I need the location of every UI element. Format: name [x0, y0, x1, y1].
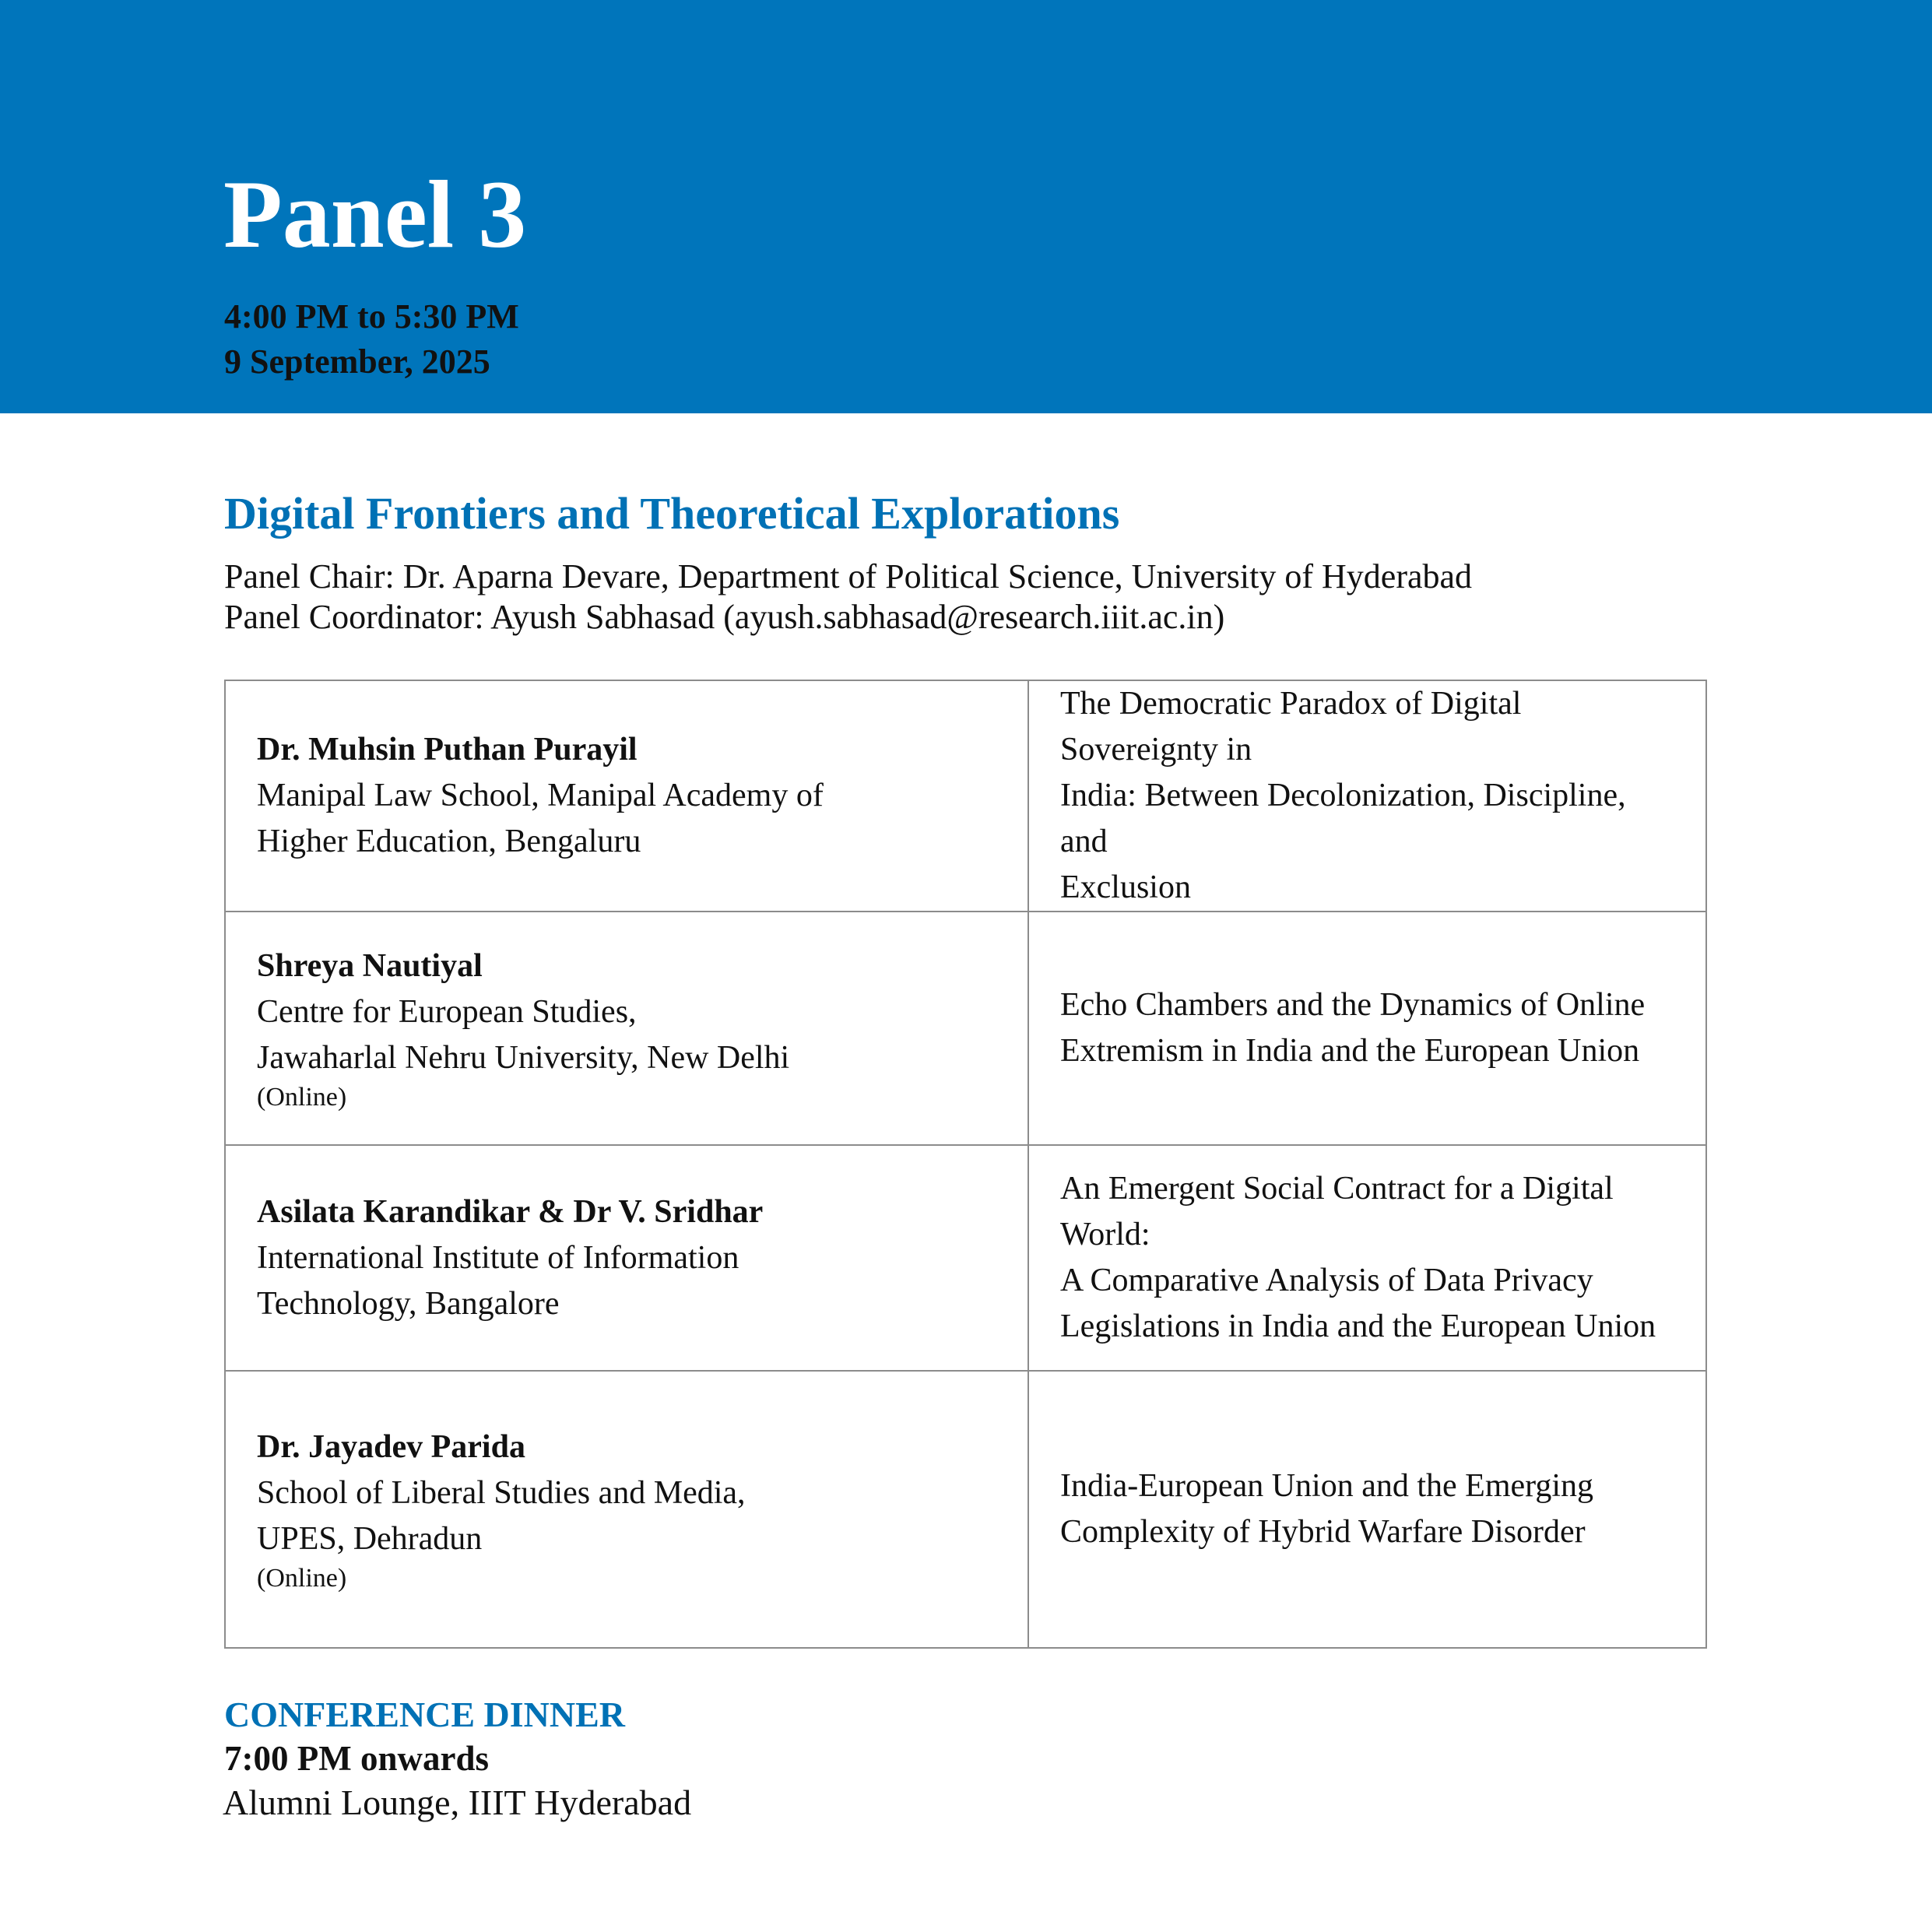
header-band [0, 0, 1932, 413]
paper-title-line: Echo Chambers and the Dynamics of Online [1060, 987, 1646, 1023]
online-note: (Online) [257, 1082, 347, 1112]
author-name: Asilata Karandikar & Dr V. Sridhar [257, 1193, 764, 1230]
dinner-heading: CONFERENCE DINNER [224, 1695, 625, 1734]
author-cell [225, 680, 1028, 912]
panel-title: Panel 3 [223, 161, 527, 268]
author-name: Shreya Nautiyal [257, 947, 483, 984]
panel-chair: Panel Chair: Dr. Aparna Devare, Department of Political Science, University of Hyderabad [224, 557, 1473, 595]
papers-table [224, 680, 1707, 1649]
affiliation-line: School of Liberal Studies and Media, [257, 1474, 746, 1511]
paper-title-line: Legislations in India and the European Union [1060, 1308, 1656, 1344]
paper-title-line: India: Between Decolonization, Discipline, and [1060, 778, 1626, 859]
affiliation-line: International Institute of Information [257, 1239, 739, 1276]
affiliation-line: Manipal Law School, Manipal Academy of [257, 778, 824, 813]
author-cell [225, 912, 1028, 1145]
panel-coordinator: Panel Coordinator: Ayush Sabhasad (ayush.sabhasad@research.iiit.ac.in) [224, 598, 1225, 636]
paper-title-line: India-European Union and the Emerging [1060, 1468, 1594, 1504]
affiliation-line: UPES, Dehradun [257, 1520, 483, 1557]
table-row [225, 1371, 1706, 1648]
paper-title-cell [1028, 1145, 1706, 1371]
table-row [225, 912, 1706, 1145]
panel-time: 4:00 PM to 5:30 PM [224, 297, 519, 335]
author-name: Dr. Muhsin Puthan Purayil [257, 732, 638, 768]
paper-title-cell [1028, 912, 1706, 1145]
paper-title-cell [1028, 1371, 1706, 1648]
table-row [225, 1145, 1706, 1371]
paper-title-line: Exclusion [1060, 869, 1191, 905]
author-name: Dr. Jayadev Parida [257, 1428, 525, 1465]
paper-title-line: An Emergent Social Contract for a Digital World: [1060, 1171, 1614, 1252]
table-row [225, 680, 1706, 912]
paper-title-line: A Comparative Analysis of Data Privacy [1060, 1263, 1593, 1298]
affiliation-line: Centre for European Studies, [257, 993, 637, 1030]
affiliation-line: Higher Education, Bengaluru [257, 824, 641, 859]
paper-title-line: Complexity of Hybrid Warfare Disorder [1060, 1514, 1586, 1550]
dinner-time: 7:00 PM onwards [224, 1739, 489, 1778]
dinner-venue: Alumni Lounge, IIIT Hyderabad [223, 1783, 692, 1822]
author-cell [225, 1371, 1028, 1648]
paper-title-line: The Democratic Paradox of Digital Sovereignty in [1060, 686, 1522, 768]
session-heading: Digital Frontiers and Theoretical Explorations [224, 488, 1120, 539]
online-note: (Online) [257, 1563, 347, 1593]
paper-title-cell [1028, 680, 1706, 912]
author-cell [225, 1145, 1028, 1371]
panel-date: 9 September, 2025 [224, 342, 490, 381]
affiliation-line: Technology, Bangalore [257, 1285, 560, 1322]
paper-title-line: Extremism in India and the European Union [1060, 1033, 1640, 1069]
affiliation-line: Jawaharlal Nehru University, New Delhi [257, 1039, 790, 1076]
